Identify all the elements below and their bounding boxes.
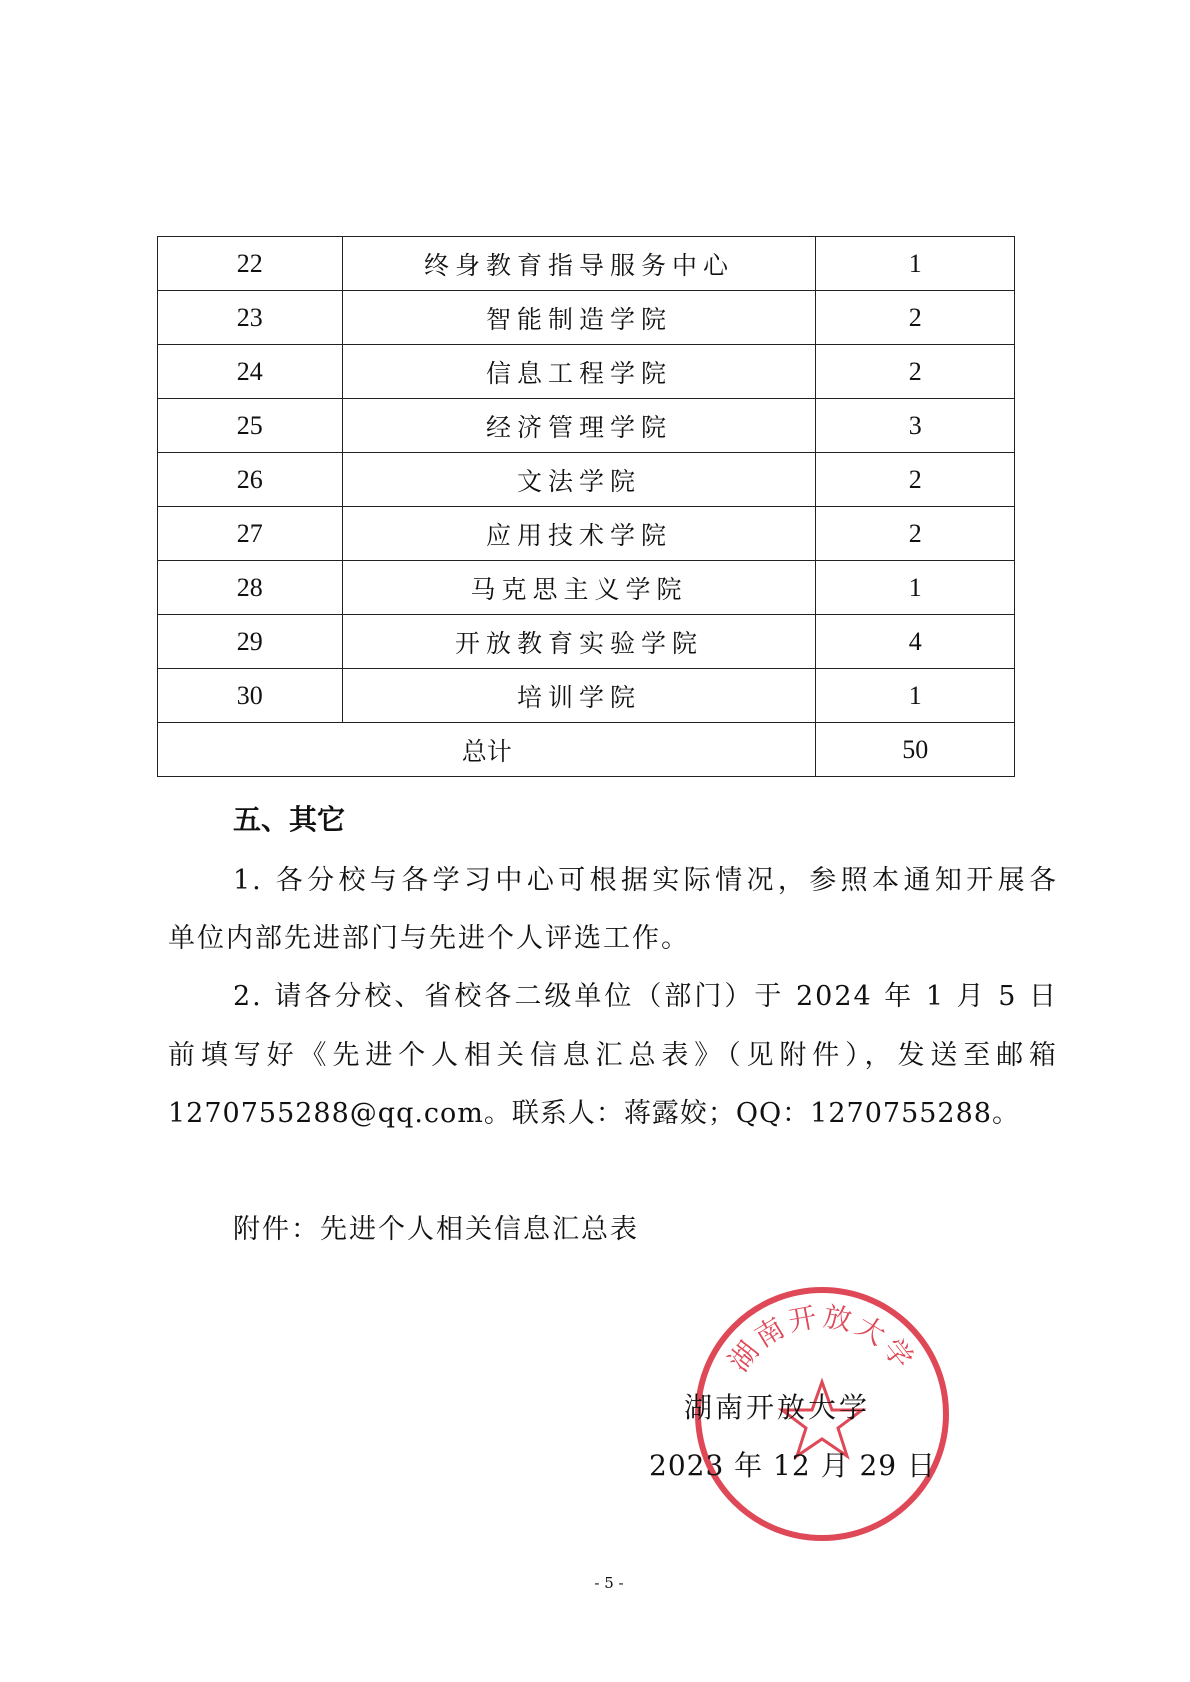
total-value: 50 [816,723,1015,777]
table-row [158,453,1015,507]
table-row [158,507,1015,561]
quota-count: 4 [816,615,1015,669]
quota-count: 1 [816,237,1015,291]
seal-text: 湖南开放大学 [722,1299,922,1378]
section-heading: 五、其它 [233,803,346,836]
attachment-note: 附件：先进个人相关信息汇总表 [233,1214,639,1245]
table-row [158,237,1015,291]
quota-count: 2 [816,345,1015,399]
total-label: 总计 [158,723,816,777]
unit-name: 终身教育指导服务中心 [342,237,816,291]
row-number: 28 [158,561,343,615]
paragraph-line: 2. 请各分校、省校各二级单位（部门）于 2024 年 1 月 5 日 [233,981,1058,1012]
paragraph-line: 前填写好《先进个人相关信息汇总表》（见附件），发送至邮箱 [168,1040,1058,1071]
page-number: - 5 - [594,1574,624,1592]
row-number: 26 [158,453,343,507]
table-row [158,615,1015,669]
unit-name: 培训学院 [342,669,816,723]
table-row [158,291,1015,345]
paragraph-line: 单位内部先进部门与先进个人评选工作。 [168,923,690,954]
table-row [158,399,1015,453]
quota-count: 2 [816,453,1015,507]
quota-count: 1 [816,669,1015,723]
quota-count: 3 [816,399,1015,453]
row-number: 25 [158,399,343,453]
row-number: 22 [158,237,343,291]
total-row [158,723,1015,777]
table-row [158,561,1015,615]
paragraph-line: 1270755288@qq.com。联系人：蒋露姣；QQ：1270755288。 [168,1098,1020,1129]
table-row [158,669,1015,723]
unit-name: 应用技术学院 [342,507,816,561]
quota-count: 1 [816,561,1015,615]
row-number: 29 [158,615,343,669]
row-number: 27 [158,507,343,561]
unit-name: 马克思主义学院 [342,561,816,615]
unit-name: 开放教育实验学院 [342,615,816,669]
table-row [158,345,1015,399]
unit-name: 文法学院 [342,453,816,507]
signature-date: 2023 年 12 月 29 日 [649,1449,937,1482]
unit-name: 经济管理学院 [342,399,816,453]
quota-count: 2 [816,507,1015,561]
row-number: 24 [158,345,343,399]
signature-org: 湖南开放大学 [684,1391,871,1424]
unit-name: 信息工程学院 [342,345,816,399]
row-number: 23 [158,291,343,345]
unit-name: 智能制造学院 [342,291,816,345]
paragraph-line: 1. 各分校与各学习中心可根据实际情况，参照本通知开展各 [233,865,1058,896]
quota-table [157,236,1015,777]
row-number: 30 [158,669,343,723]
quota-count: 2 [816,291,1015,345]
